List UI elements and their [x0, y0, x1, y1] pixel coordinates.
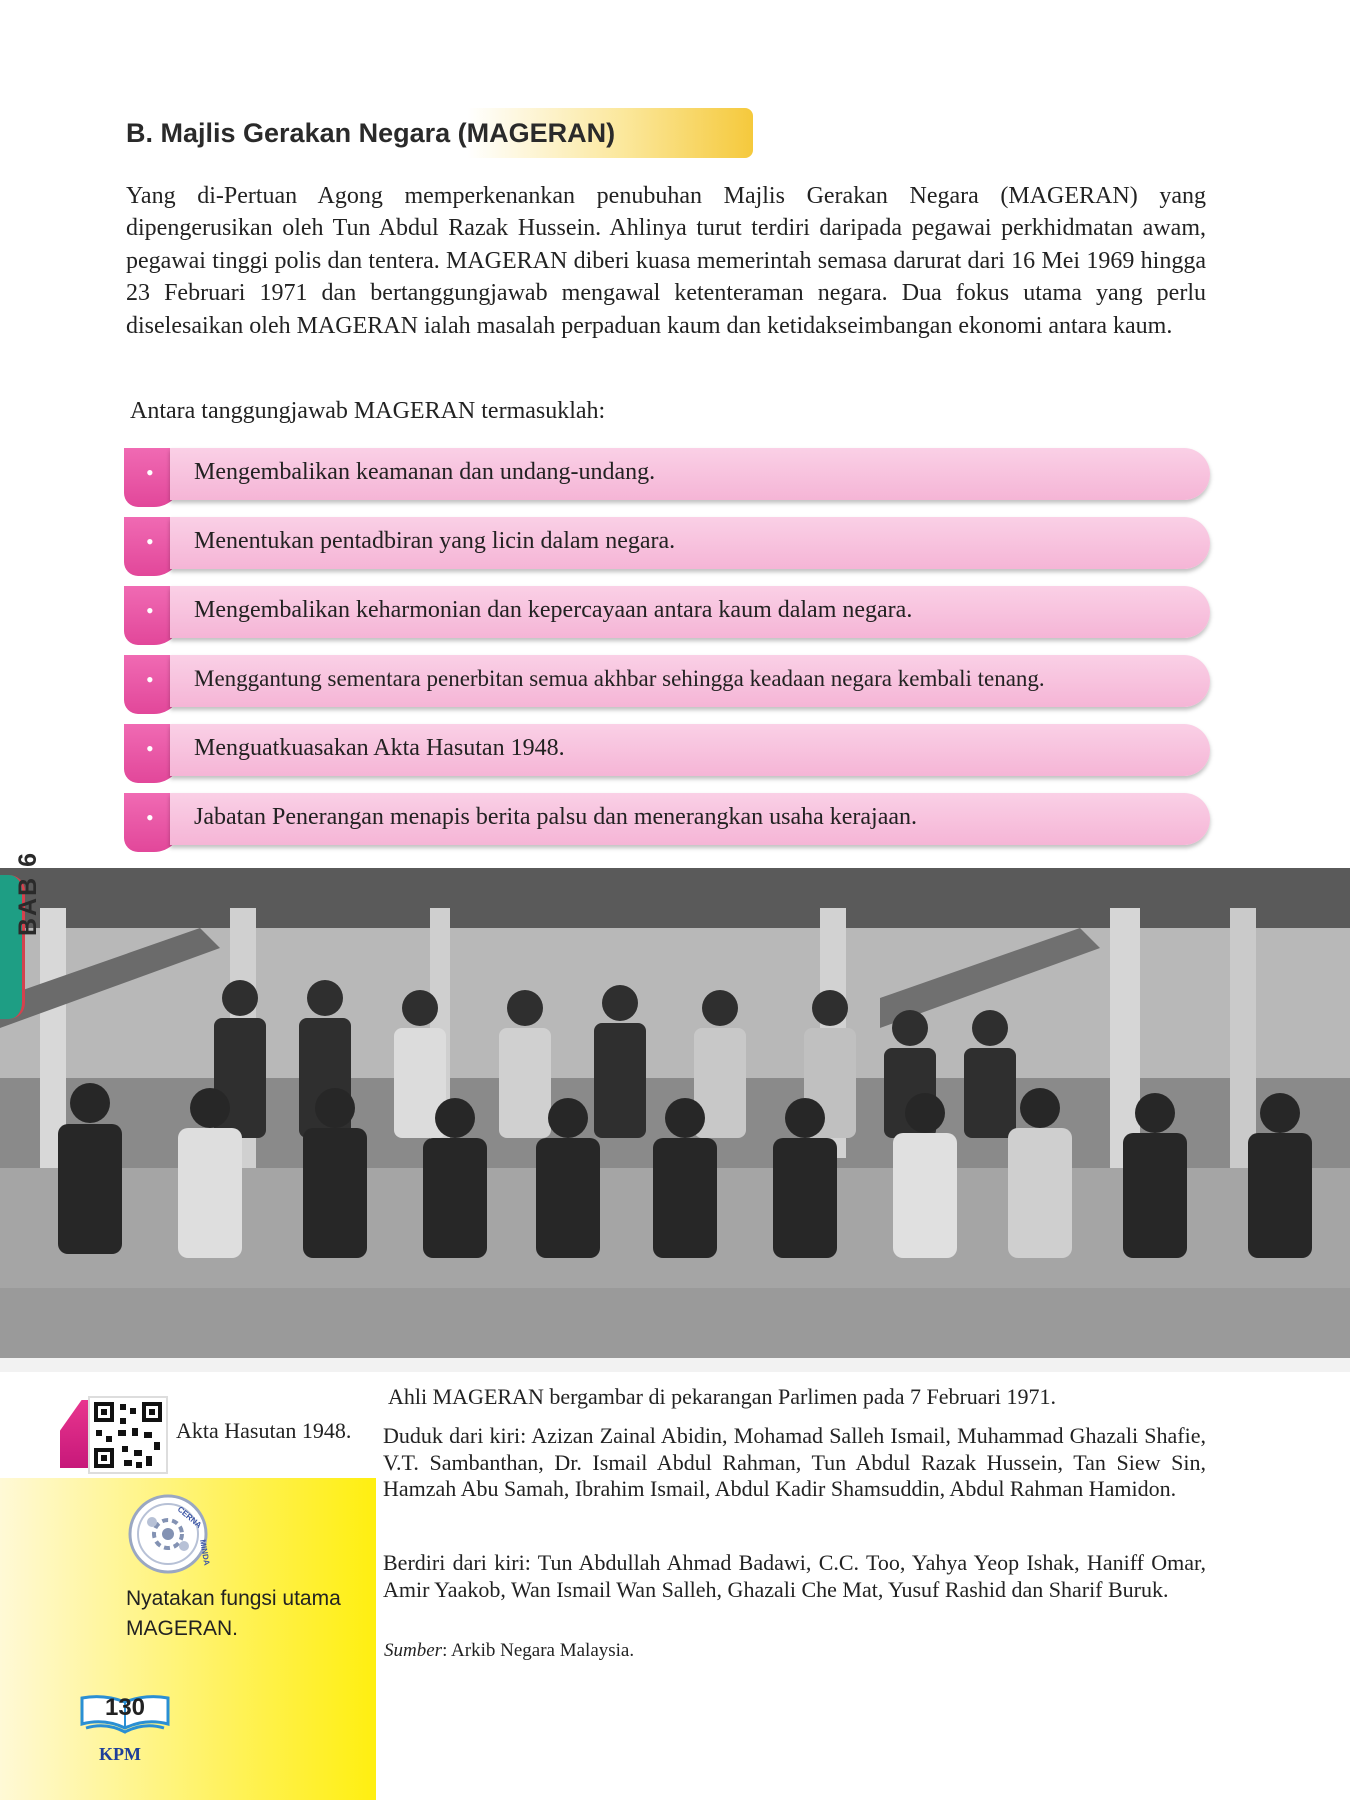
list-item-text: Jabatan Penerangan menapis berita palsu dan menerangkan usaha kerajaan. [194, 804, 918, 830]
qr-code-icon[interactable] [88, 1396, 168, 1474]
cerna-minda-icon [122, 1488, 220, 1578]
list-item [124, 586, 1210, 638]
svg-text:MINDA: MINDA [198, 1538, 212, 1567]
list-item [124, 655, 1210, 707]
photo-caption-standing: Berdiri dari kiri: Tun Abdullah Ahmad Badawi, C.C. Too, Yahya Yeop Ishak, Haniff Omar, Amir Yaakob, Wan Ismail Wan Salleh, Ghazali Che Mat, Yusuf Rashid dan Sharif Buruk. [383, 1550, 1206, 1602]
bullet-icon: • [146, 529, 154, 554]
bullet-icon: • [146, 598, 154, 623]
chapter-tab-label: BAB 6 [14, 850, 42, 936]
list-item-text: Menguatkuasakan Akta Hasutan 1948. [194, 735, 565, 761]
list-item-text: Mengembalikan keamanan dan undang-undang. [194, 459, 656, 485]
mageran-group-photo [0, 868, 1350, 1372]
page-number-badge [78, 1690, 172, 1730]
source-label: Sumber [384, 1640, 443, 1661]
photo-caption-seated: Duduk dari kiri: Azizan Zainal Abidin, Mohamad Salleh Ismail, Muhammad Ghazali Shafie, V.T. Sambanthan, Dr. Ismail Abdul Rahman, Tun Abdul Razak Hussein, Tan Siew Sin, Hamzah Abu Samah, Ibrahim Ismail, Abdul Kadir Shamsuddin, Abdul Rahman Hamidon. [383, 1423, 1206, 1502]
responsibilities-list [124, 448, 1210, 862]
qr-label: Akta Hasutan 1948. [176, 1418, 352, 1443]
section-heading-text: B. Majlis Gerakan Negara (MAGERAN) [126, 118, 616, 148]
list-item-text: Menentukan pentadbiran yang licin dalam negara. [194, 528, 676, 554]
page-number: 130 [104, 1694, 146, 1721]
svg-text:CERNA: CERNA [175, 1504, 204, 1530]
list-item [124, 793, 1210, 845]
photo-source [384, 1640, 634, 1662]
bullet-icon: • [146, 667, 154, 692]
photo-caption-title: Ahli MAGERAN bergambar di pekarangan Parlimen pada 7 Februari 1971. [388, 1384, 1056, 1409]
section-heading [118, 108, 753, 158]
cerna-minda-question: Nyatakan fungsi utama MAGERAN. [126, 1587, 341, 1640]
bullet-icon: • [146, 736, 154, 761]
bullet-icon: • [146, 460, 154, 485]
source-text: : Arkib Negara Malaysia. [442, 1640, 635, 1661]
list-item-text: Mengembalikan keharmonian dan kepercayaan antara kaum dalam negara. [194, 597, 913, 623]
list-item [124, 517, 1210, 569]
list-item [124, 448, 1210, 500]
bullet-icon: • [146, 805, 154, 830]
list-item [124, 724, 1210, 776]
responsibilities-lead: Antara tanggungjawab MAGERAN termasuklah: [130, 398, 606, 424]
list-item-text: Menggantung sementara penerbitan semua akhbar sehingga keadaan negara kembali tenang. [194, 666, 1045, 691]
intro-paragraph: Yang di-Pertuan Agong memperkenankan penubuhan Majlis Gerakan Negara (MAGERAN) yang dipengerusikan oleh Tun Abdul Razak Hussein. Ahlinya turut terdiri daripada pegawai perkhidmatan awam, pegawai tinggi polis dan tentera. MAGERAN diberi kuasa memerintah semasa darurat dari 16 Mei 1969 hingga 23 Februari 1971 dan bertanggungjawab mengawal ketenteraman negara. Dua fokus utama yang perlu diselesaikan oleh MAGERAN ialah masalah perpaduan kaum dan ketidakseimbangan ekonomi antara kaum. [126, 183, 1206, 339]
publisher-label: KPM [99, 1744, 141, 1764]
qr-block[interactable] [60, 1396, 170, 1472]
